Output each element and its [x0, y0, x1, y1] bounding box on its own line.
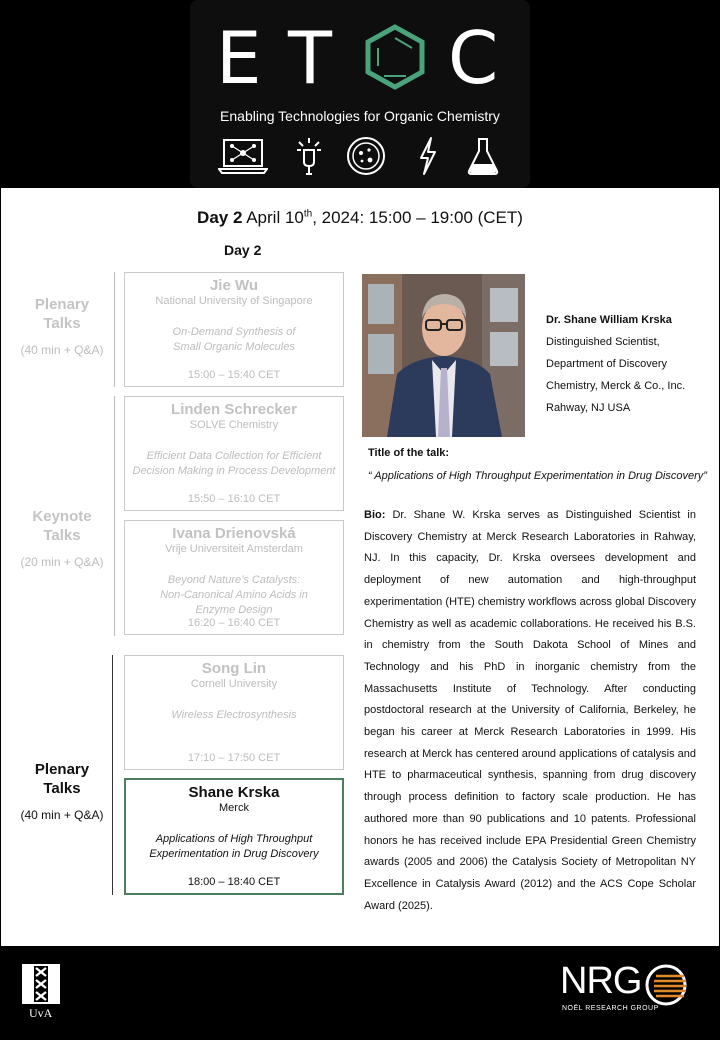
session-duration: (40 min + Q&A) [20, 343, 104, 357]
talk-speaker: Shane Krska [188, 784, 280, 801]
talk-title-line: Beyond Nature’s Catalysts: [167, 574, 301, 586]
bio-text: Dr. Shane W. Krska serves as Distinguished Scientist in Discovery Chemistry at Merck Research Laboratories in Rahway, NJ. In this capacity, Dr. Krska oversees development and deployment of new automation and high-throughput experimentation (HTE) chemistry workflows across global Discovery Chemistry as well as academic collaborations. He received his B.S. in chemistry from the South Dakota School of Mines and Technology and his PhD in inorganic chemistry from the Massachusetts Institute of Technology. After conducting postdoctoral research at the University of California, Berkeley, he began his career at Merck Research Laboratories in 1999. His research at Merck has centered around applications of catalysis and HTE to pharmaceutical synthesis, spanning from drug discovery through process definition to factory scale production. He has authored more than 90 publications and 10 patents. Professional honors he has received include EPA Presidential Green Chemistry awards (2005 and 2006) the Catalysis Society of Metropolitan NY Excellence in Catalysis Award (2012) and the ACS Cope Scholar Award (2025). [364, 509, 697, 912]
speaker-location: Rahway, NJ USA [546, 402, 631, 414]
talk-card [124, 520, 344, 635]
talk-title [125, 573, 343, 618]
talk-speaker: Song Lin [201, 660, 267, 677]
speaker-bio [364, 505, 696, 917]
day-title [1, 208, 719, 228]
bio-label: Bio: [364, 509, 386, 521]
talk-card [124, 655, 344, 770]
talk-time: 17:10 – 17:50 CET [187, 752, 281, 764]
talk-title [125, 708, 343, 723]
talk-speaker: Jie Wu [209, 277, 259, 294]
logo-letter-e: E [216, 16, 262, 100]
talk-title [125, 449, 343, 479]
talk-title-line: Non-Canonical Amino Acids in [160, 589, 308, 601]
session-name-line2: Talks [43, 527, 81, 544]
talk-title-text: “ Applications of High Throughput Experimentation in Drug Discovery” [368, 470, 707, 482]
day-date-suffix: th [303, 208, 313, 220]
speaker-name: Dr. Shane William Krska [546, 314, 672, 326]
talk-time: 16:20 – 16:40 CET [187, 617, 281, 629]
session-plenary-1 [7, 295, 117, 357]
day-date: April 10 [246, 208, 304, 227]
session-duration: (40 min + Q&A) [20, 808, 104, 822]
footer [0, 946, 720, 1040]
talk-title-line: Experimentation in Drug Discovery [149, 848, 319, 860]
light-bulb-icon [296, 136, 322, 176]
talk-speaker: Ivana Drienovská [172, 525, 296, 542]
talk-speaker: Linden Schrecker [171, 401, 297, 418]
speaker-info [546, 309, 685, 419]
session-name-line2: Talks [43, 780, 81, 797]
talk-affiliation: Cornell University [190, 678, 278, 690]
session-name-line1: Plenary [34, 296, 90, 313]
speaker-photo [362, 274, 525, 437]
speaker-role: Department of Discovery [546, 358, 668, 370]
session-divider [114, 272, 115, 387]
talk-title-line: On-Demand Synthesis of [172, 326, 296, 338]
talk-title-line: Wireless Electrosynthesis [171, 709, 297, 721]
benzene-hexagon-icon [364, 24, 426, 90]
talk-affiliation: Merck [219, 802, 249, 814]
flask-icon [466, 136, 500, 176]
session-plenary-2 [7, 760, 117, 822]
session-divider [114, 396, 115, 636]
talk-time: 18:00 – 18:40 CET [187, 876, 281, 888]
talk-card [124, 396, 344, 511]
nrg-wordmark: NRG [560, 960, 642, 1002]
speaker-role: Chemistry, Merck & Co., Inc. [546, 380, 686, 392]
talk-title [125, 325, 343, 355]
header-banner [0, 0, 720, 188]
talk-title-label: Title of the talk: [368, 447, 450, 459]
talk-title-line: Decision Making in Process Development [132, 465, 336, 477]
laptop-network-icon [218, 136, 268, 176]
day-subheading: Day 2 [224, 242, 262, 258]
session-duration: (20 min + Q&A) [20, 555, 104, 569]
talk-title-line: Enzyme Design [195, 604, 273, 616]
etoc-logo [190, 0, 530, 188]
talk-affiliation: Vrije Universiteit Amsterdam [165, 543, 303, 555]
logo-letter-c: C [448, 16, 499, 100]
session-keynote [7, 507, 117, 569]
day-label: Day 2 [197, 208, 243, 227]
talk-time: 15:50 – 16:10 CET [187, 493, 281, 505]
nrg-subtitle: NOËL RESEARCH GROUP [562, 1005, 659, 1012]
day-date-rest: , 2024: 15:00 – 19:00 (CET) [312, 208, 523, 227]
speaker-role: Distinguished Scientist, [546, 336, 660, 348]
logo-letter-t: T [288, 16, 332, 100]
session-divider [112, 655, 113, 895]
lightning-bolt-icon [418, 136, 438, 176]
petri-dish-icon [346, 136, 386, 176]
uva-label: UvA [29, 1006, 53, 1020]
logo-subtitle: Enabling Technologies for Organic Chemistry [220, 108, 500, 124]
program-sheet [1, 188, 719, 946]
coil-reactor-icon [640, 964, 698, 1006]
nrg-logo [560, 960, 700, 1020]
talk-card-current [124, 778, 344, 895]
talk-card [124, 272, 344, 387]
talk-time: 15:00 – 15:40 CET [187, 369, 281, 381]
talk-title [126, 832, 342, 862]
talk-title-line: Efficient Data Collection for Efficient [146, 450, 322, 462]
uva-crest-icon [22, 964, 60, 1004]
talk-title-line: Small Organic Molecules [173, 341, 295, 353]
session-name-line1: Keynote [32, 508, 92, 525]
talk-affiliation: SOLVE Chemistry [189, 419, 279, 431]
session-name-line1: Plenary [34, 761, 90, 778]
talk-affiliation: National University of Singapore [155, 295, 313, 307]
session-name-line2: Talks [43, 315, 81, 332]
talk-title-line: Applications of High Throughput [155, 833, 313, 845]
